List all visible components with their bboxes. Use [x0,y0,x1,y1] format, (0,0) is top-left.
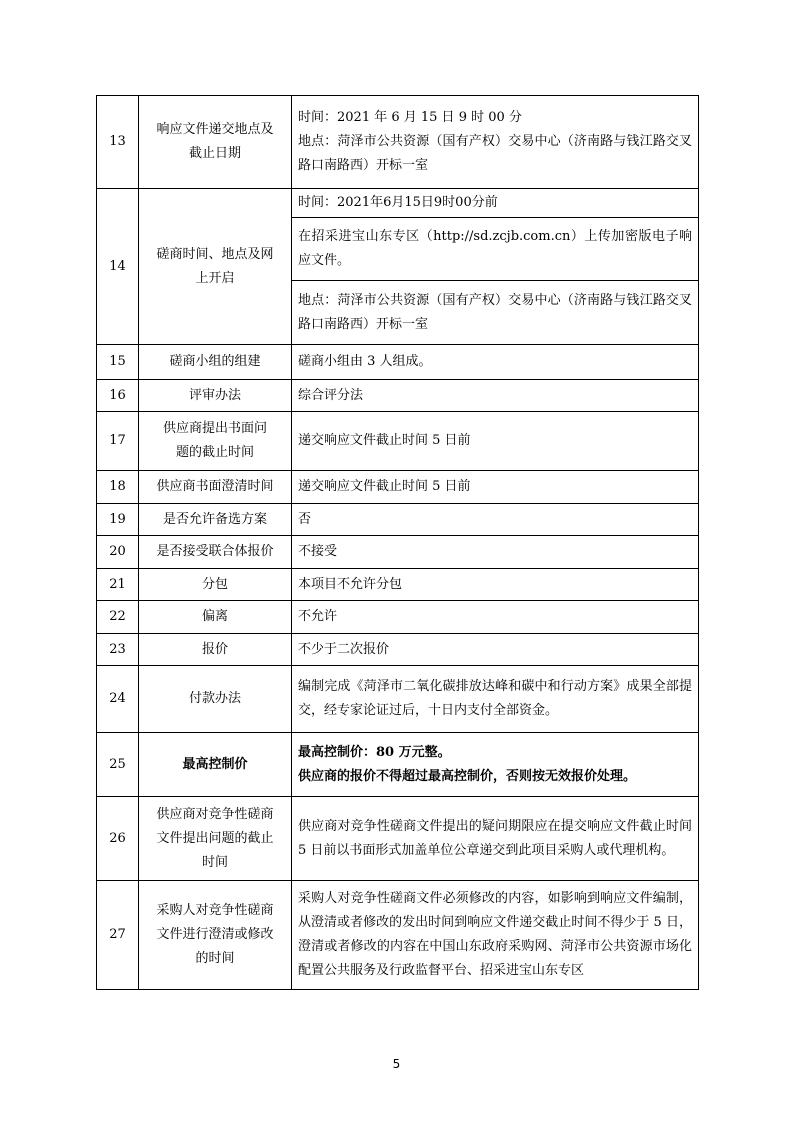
row-number: 27 [97,881,139,990]
item-label: 最高控制价 [139,733,292,797]
row-number: 26 [97,797,139,881]
item-label: 是否允许备选方案 [139,504,292,536]
price-cap-line: 最高控制价：80 万元整。 [298,744,451,760]
row-number: 20 [97,536,139,569]
item-label: 付款办法 [139,666,292,733]
table-row [97,96,699,189]
item-label: 响应文件递交地点及截止日期 [139,96,292,189]
item-content: 不少于二次报价 [292,634,699,666]
table-row [97,471,699,504]
item-label: 磋商时间、地点及网上开启 [139,189,292,345]
content-line: 供应商对竞争性磋商文件提出的疑问期限应在提交响应文件截止时间 5 日前以书面形式加盖单位公章递交到此项目采购人或代理机构。 [298,818,692,858]
row-number: 19 [97,504,139,536]
row-number: 18 [97,471,139,504]
item-content [292,218,699,281]
item-label: 偏离 [139,601,292,634]
row-number: 17 [97,412,139,471]
item-label: 供应商对竞争性磋商文件提出问题的截止时间 [139,797,292,881]
item-label: 采购人对竞争性磋商文件进行澄清或修改的时间 [139,881,292,990]
item-content: 综合评分法 [292,380,699,412]
item-content: 磋商小组由 3 人组成。 [292,345,699,380]
row-number: 16 [97,380,139,412]
table-row [97,666,699,733]
content-line: 时间：2021年6月15日9时00分前 [298,195,498,210]
row-number: 14 [97,189,139,345]
item-content: 递交响应文件截止时间 5 日前 [292,412,699,471]
table-row [97,797,699,881]
table-row [97,189,699,218]
row-number: 24 [97,666,139,733]
table-row [97,380,699,412]
item-content: 递交响应文件截止时间 5 日前 [292,471,699,504]
row-number: 22 [97,601,139,634]
page-number: 5 [392,1057,401,1071]
table-row [97,601,699,634]
item-content: 否 [292,504,699,536]
item-content [292,96,699,189]
row-number: 21 [97,569,139,601]
table-row [97,504,699,536]
table-row [97,569,699,601]
item-content [292,281,699,345]
content-line: 时间：2021 年 6 月 15 日 9 时 00 分 [298,110,522,125]
table-row [97,881,699,990]
price-cap-rule-line: 供应商的报价不得超过最高控制价，否则按无效报价处理。 [298,768,637,784]
table-row [97,733,699,797]
item-label: 供应商书面澄清时间 [139,471,292,504]
row-number: 13 [97,96,139,189]
item-content: 本项目不允许分包 [292,569,699,601]
item-content [292,666,699,733]
table-row [97,412,699,471]
item-label: 分包 [139,569,292,601]
item-label: 供应商提出书面问题的截止时间 [139,412,292,471]
content-line: 地点：菏泽市公共资源（国有产权）交易中心（济南路与钱江路交叉路口南路西）开标一室 [298,292,692,332]
item-content [292,797,699,881]
table-row [97,634,699,666]
item-label: 报价 [139,634,292,666]
item-content: 不接受 [292,536,699,569]
item-content [292,733,699,797]
item-content [292,189,699,218]
row-number: 15 [97,345,139,380]
content-line: 编制完成《菏泽市二氧化碳排放达峰和碳中和行动方案》成果全部提交，经专家论证过后，十日内支付全部资金。 [298,679,692,718]
item-label: 是否接受联合体报价 [139,536,292,569]
content-line: 在招采进宝山东专区（http://sd.zcjb.com.cn）上传加密版电子响应文件。 [298,229,692,268]
item-label: 评审办法 [139,380,292,412]
item-content [292,881,699,990]
row-number: 23 [97,634,139,666]
table-row [97,536,699,569]
item-label: 磋商小组的组建 [139,345,292,380]
content-line: 地点：菏泽市公共资源（国有产权）交易中心（济南路与钱江路交叉路口南路西）开标一室 [298,134,692,173]
item-content: 不允许 [292,601,699,634]
row-number: 25 [97,733,139,797]
requirements-table [96,95,699,990]
table-row [97,345,699,380]
content-line: 采购人对竞争性磋商文件必须修改的内容，如影响到响应文件编制，从澄清或者修改的发出时间到响应文件递交截止时间不得少于 5 日，澄清或者修改的内容在中国山东政府采购网、菏泽市公共资源市场化配置公共服务及行政监督平台、招采进宝山东专区 [298,891,692,978]
